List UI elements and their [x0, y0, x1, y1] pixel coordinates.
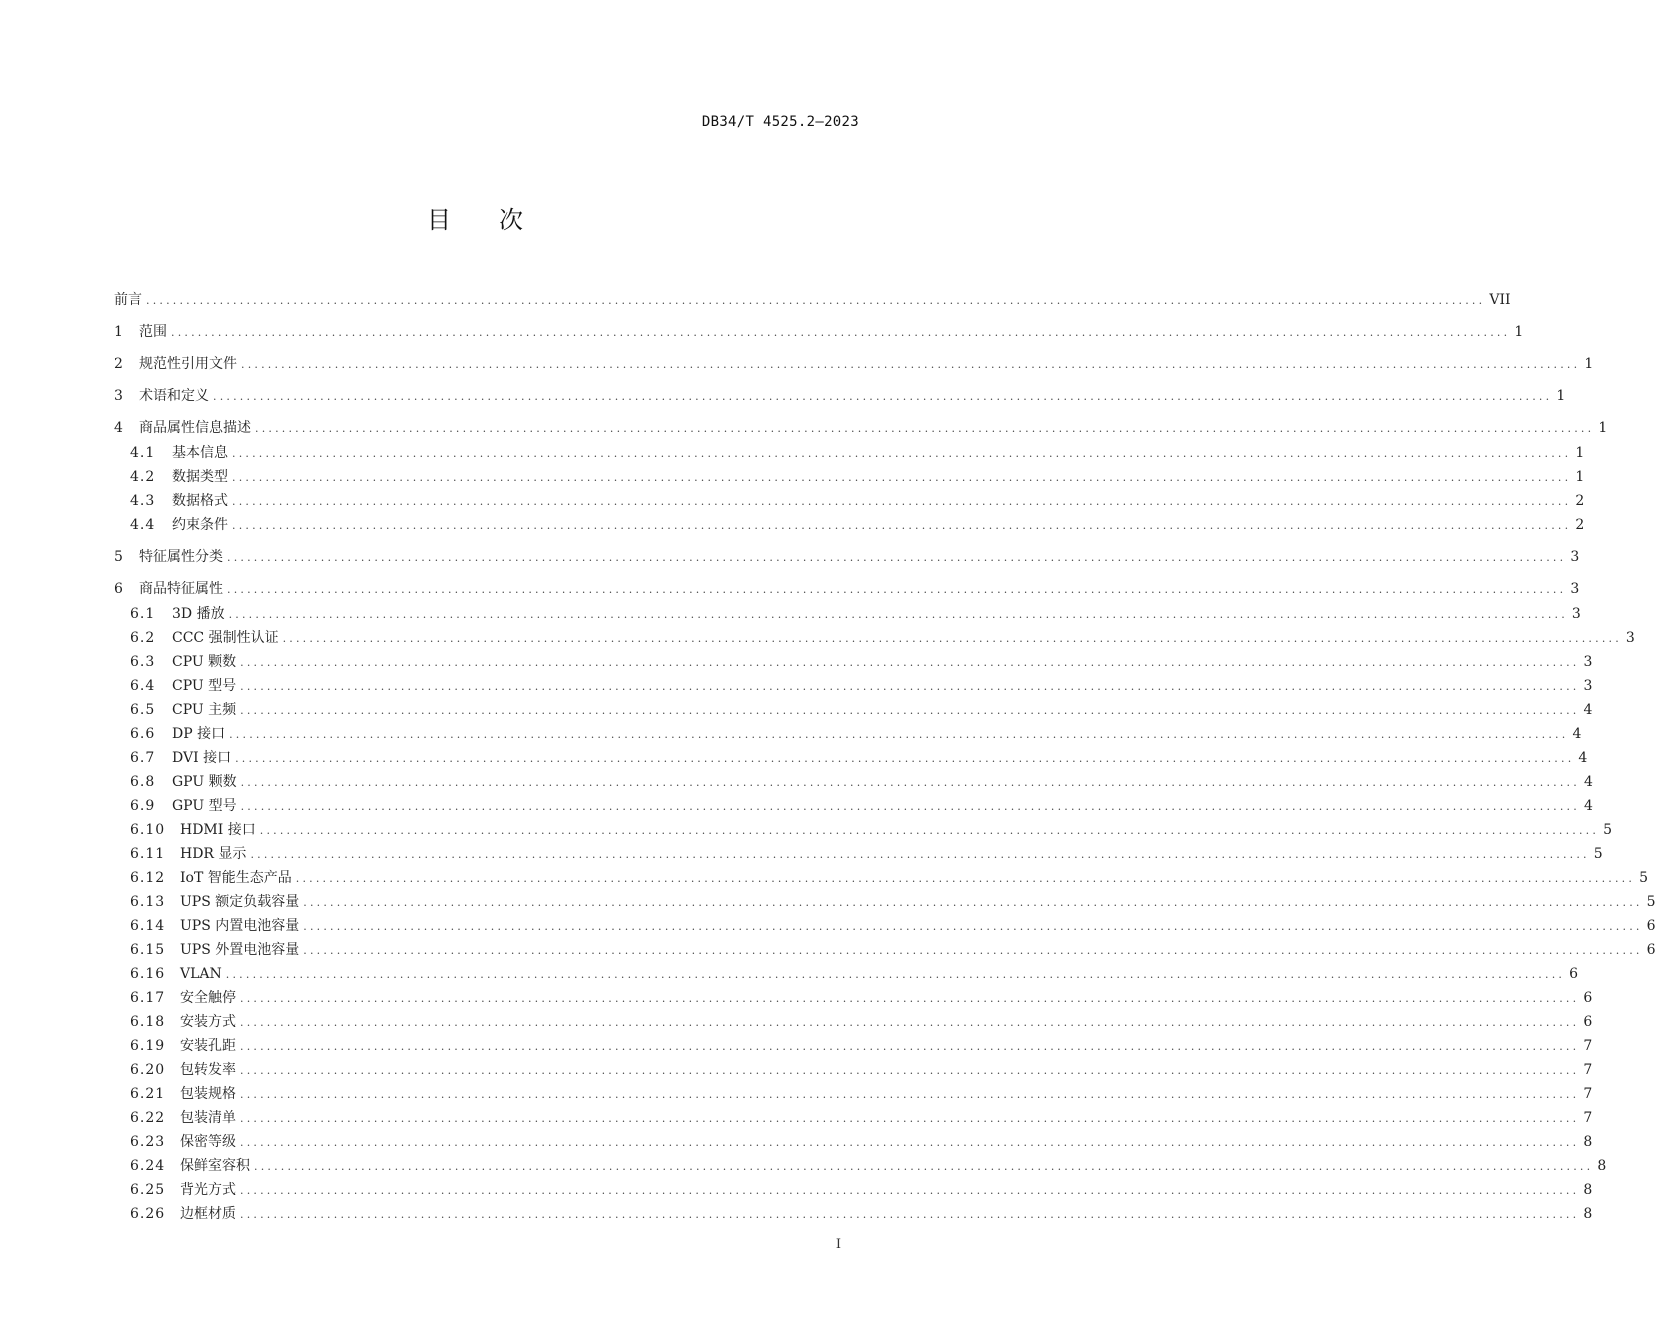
toc-entry-number: 6.26: [130, 1206, 166, 1222]
toc-leader-dots: ........................................................................................................................................................................................................: [232, 447, 1572, 460]
toc-entry[interactable]: [130, 1084, 1593, 1104]
toc-entry-number: 6.3: [130, 654, 156, 670]
toc-entry-number: 4.2: [130, 469, 156, 485]
toc-leader-dots: ........................................................................................................................................................................................................: [232, 495, 1572, 508]
toc-entry-title: CPU 主频: [172, 702, 237, 718]
toc-entry-title: 安全触停: [180, 990, 236, 1006]
toc-entry-page: 5: [1603, 822, 1612, 838]
toc-entry-title: 商品特征属性: [139, 581, 223, 597]
toc-entry-number: 6.16: [130, 966, 166, 982]
toc-entry-number: 6.24: [130, 1158, 166, 1174]
toc-entry-number: 6: [114, 581, 124, 597]
toc-leader-dots: ........................................................................................................................................................................................................: [303, 920, 1643, 933]
toc-entry-title: CPU 型号: [172, 678, 237, 694]
toc-entry-page: 5: [1593, 846, 1603, 862]
toc-entry-number: 6.25: [130, 1182, 166, 1198]
toc-entry-page: 2: [1575, 517, 1585, 533]
toc-entry[interactable]: [130, 724, 1582, 744]
toc-entry[interactable]: [114, 418, 1608, 438]
toc-leader-dots: ........................................................................................................................................................................................................: [232, 471, 1572, 484]
toc-leader-dots: ........................................................................................................................................................................................................: [240, 680, 1580, 693]
toc-entry[interactable]: [130, 1180, 1593, 1200]
toc-entry-title: 数据格式: [172, 493, 228, 509]
toc-entry-page: VII: [1489, 292, 1511, 308]
toc-entry[interactable]: [130, 515, 1585, 535]
toc-entry-number: 6.14: [130, 918, 166, 934]
toc-leader-dots: ........................................................................................................................................................................................................: [255, 422, 1595, 435]
toc-entry-title: GPU 颗数: [172, 774, 237, 790]
toc-entry[interactable]: [130, 1204, 1593, 1224]
toc-entry-page: 3: [1570, 581, 1580, 597]
toc-entry-page: 3: [1583, 654, 1593, 670]
toc-entry-number: 5: [114, 549, 124, 565]
toc-entry-page: 8: [1597, 1158, 1607, 1174]
toc-entry[interactable]: [130, 964, 1579, 984]
toc-entry-title: 安装孔距: [180, 1038, 236, 1054]
toc-entry-page: 6: [1646, 918, 1656, 934]
toc-entry-number: 1: [114, 324, 124, 340]
toc-entry-number: 6.11: [130, 846, 166, 862]
toc-entry[interactable]: [114, 579, 1580, 599]
toc-entry-page: 1: [1584, 356, 1594, 372]
toc-leader-dots: ........................................................................................................................................................................................................: [240, 776, 1580, 789]
toc-entry-page: 5: [1646, 894, 1656, 910]
toc-entry-title: DVI 接口: [172, 750, 232, 766]
toc-entry-page: 8: [1583, 1206, 1593, 1222]
toc-entry[interactable]: [130, 1108, 1593, 1128]
toc-entry-number: 4.4: [130, 517, 156, 533]
toc-entry[interactable]: [130, 628, 1635, 648]
toc-entry-page: 8: [1583, 1182, 1593, 1198]
toc-leader-dots: ........................................................................................................................................................................................................: [240, 1208, 1580, 1221]
toc-leader-dots: ........................................................................................................................................................................................................: [235, 752, 1575, 765]
toc-entry[interactable]: [130, 1156, 1607, 1176]
toc-entry-page: 3: [1625, 630, 1635, 646]
toc-entry-title: 保鲜室容积: [180, 1158, 250, 1174]
toc-entry-page: 7: [1583, 1086, 1593, 1102]
toc-entry-title: 特征属性分类: [139, 549, 223, 565]
toc-entry-title: 背光方式: [180, 1182, 236, 1198]
toc-leader-dots: ........................................................................................................................................................................................................: [303, 944, 1643, 957]
toc-entry-number: 6.23: [130, 1134, 166, 1150]
toc-entry[interactable]: [114, 386, 1566, 406]
toc-entry[interactable]: [130, 892, 1656, 912]
toc-entry-page: 4: [1583, 702, 1593, 718]
toc-entry-title: 包装规格: [180, 1086, 236, 1102]
toc-entry-title: HDR 显示: [180, 846, 247, 862]
toc-entry-title: 保密等级: [180, 1134, 236, 1150]
toc-leader-dots: ........................................................................................................................................................................................................: [250, 848, 1590, 861]
toc-entry-number: 6.6: [130, 726, 156, 742]
toc-entry-title: 范围: [139, 324, 167, 340]
toc-leader-dots: ........................................................................................................................................................................................................: [225, 968, 1566, 981]
toc-entry[interactable]: [130, 491, 1585, 511]
toc-entry-page: 1: [1514, 324, 1524, 340]
toc-entry[interactable]: [130, 844, 1603, 864]
toc-leader-dots: ........................................................................................................................................................................................................: [240, 1040, 1580, 1053]
toc-entry-page: 3: [1583, 678, 1593, 694]
toc-leader-dots: ........................................................................................................................................................................................................: [240, 1016, 1580, 1029]
toc-entry[interactable]: [130, 868, 1648, 888]
page-number: I: [835, 1237, 841, 1252]
toc-entry-title: 安装方式: [180, 1014, 236, 1030]
toc-entry-number: 2: [114, 356, 124, 372]
toc-entry-page: 3: [1571, 606, 1581, 622]
toc-entry-title: 3D 播放: [172, 606, 225, 622]
toc-leader-dots: ........................................................................................................................................................................................................: [241, 358, 1581, 371]
toc-entry-title: UPS 内置电池容量: [180, 918, 300, 934]
toc-entry-page: 7: [1583, 1062, 1593, 1078]
toc-leader-dots: ........................................................................................................................................................................................................: [240, 656, 1580, 669]
toc-entry-title: 约束条件: [172, 517, 228, 533]
toc-entry-page: 6: [1583, 1014, 1593, 1030]
toc-entry-page: 3: [1570, 549, 1580, 565]
toc-entry-title: UPS 额定负载容量: [180, 894, 300, 910]
toc-entry-title: IoT 智能生态产品: [180, 870, 292, 886]
toc-entry-page: 4: [1572, 726, 1582, 742]
toc-entry-title: 术语和定义: [139, 388, 209, 404]
toc-entry[interactable]: [130, 1132, 1593, 1152]
toc-entry-number: 6.5: [130, 702, 156, 718]
toc-leader-dots: ........................................................................................................................................................................................................: [240, 704, 1580, 717]
toc-entry[interactable]: [130, 1060, 1593, 1080]
toc-leader-dots: ........................................................................................................................................................................................................: [282, 632, 1622, 645]
toc-entry[interactable]: [130, 1012, 1593, 1032]
toc-leader-dots: ........................................................................................................................................................................................................: [232, 519, 1572, 532]
toc-entry[interactable]: [114, 547, 1580, 567]
document-code: DB34/T 4525.2—2023: [701, 114, 859, 130]
toc-leader-dots: ........................................................................................................................................................................................................: [240, 800, 1580, 813]
toc-entry[interactable]: [130, 916, 1656, 936]
toc-leader-dots: ........................................................................................................................................................................................................: [228, 608, 1568, 621]
toc-entry-title: 包装清单: [180, 1110, 236, 1126]
toc-entry-page: 7: [1583, 1038, 1593, 1054]
toc-entry-number: 6.22: [130, 1110, 166, 1126]
toc-entry[interactable]: [114, 354, 1594, 374]
toc-entry-number: 6.8: [130, 774, 156, 790]
toc-entry-page: 6: [1569, 966, 1579, 982]
toc-entry-number: 6.9: [130, 798, 156, 814]
toc-entry-page: 2: [1575, 493, 1585, 509]
toc-leader-dots: ........................................................................................................................................................................................................: [213, 390, 1553, 403]
toc-entry-page: 1: [1575, 445, 1585, 461]
toc-entry[interactable]: [130, 988, 1593, 1008]
toc-leader-dots: ........................................................................................................................................................................................................: [240, 1184, 1580, 1197]
toc-leader-dots: ........................................................................................................................................................................................................: [146, 294, 1486, 307]
toc-entry-number: 3: [114, 388, 124, 404]
toc-leader-dots: ........................................................................................................................................................................................................: [240, 1112, 1580, 1125]
toc-leader-dots: ........................................................................................................................................................................................................: [240, 1088, 1580, 1101]
toc-entry-number: 4: [114, 420, 124, 436]
toc-entry-number: 4.3: [130, 493, 156, 509]
page-title: 目 次: [427, 206, 523, 234]
toc-entry-number: 6.13: [130, 894, 166, 910]
toc-entry-title: DP 接口: [172, 726, 226, 742]
toc-entry[interactable]: [130, 443, 1585, 463]
toc-leader-dots: ........................................................................................................................................................................................................: [229, 728, 1569, 741]
toc-entry-title: 基本信息: [172, 445, 228, 461]
toc-entry-page: 1: [1556, 388, 1566, 404]
toc-entry[interactable]: [130, 772, 1593, 792]
toc-entry-number: 6.7: [130, 750, 156, 766]
toc-entry[interactable]: [130, 820, 1612, 840]
toc-entry-title: 数据类型: [172, 469, 228, 485]
toc-entry[interactable]: [130, 748, 1588, 768]
toc-entry-title: 包转发率: [180, 1062, 236, 1078]
toc-entry-title: VLAN: [180, 966, 222, 982]
toc-entry[interactable]: [130, 652, 1593, 672]
toc-entry-number: 6.2: [130, 630, 156, 646]
toc-leader-dots: ........................................................................................................................................................................................................: [259, 824, 1600, 837]
toc-leader-dots: ........................................................................................................................................................................................................: [240, 1136, 1580, 1149]
toc-entry-page: 5: [1639, 870, 1648, 886]
toc-entry[interactable]: [130, 676, 1593, 696]
toc-leader-dots: ........................................................................................................................................................................................................: [171, 326, 1511, 339]
toc-entry-number: 6.20: [130, 1062, 166, 1078]
toc-entry-page: 8: [1583, 1134, 1593, 1150]
toc-entry-page: 7: [1583, 1110, 1593, 1126]
toc-entry-page: 1: [1575, 469, 1585, 485]
toc-entry-page: 6: [1583, 990, 1593, 1006]
toc-entry[interactable]: [130, 700, 1593, 720]
toc-leader-dots: ........................................................................................................................................................................................................: [240, 992, 1580, 1005]
toc-leader-dots: ........................................................................................................................................................................................................: [227, 583, 1567, 596]
toc-entry-title: 前言: [114, 292, 142, 308]
toc-leader-dots: ........................................................................................................................................................................................................: [303, 896, 1643, 909]
toc-entry-number: 6.15: [130, 942, 166, 958]
toc-entry-title: 商品属性信息描述: [139, 420, 251, 436]
toc-entry-page: 4: [1583, 798, 1593, 814]
toc-entry-title: UPS 外置电池容量: [180, 942, 300, 958]
toc-entry-number: 6.18: [130, 1014, 166, 1030]
toc-entry-number: 6.1: [130, 606, 156, 622]
toc-entry[interactable]: [130, 467, 1585, 487]
toc-entry[interactable]: [130, 604, 1581, 624]
toc-entry[interactable]: [114, 322, 1524, 342]
toc-entry-title: CCC 强制性认证: [172, 630, 279, 646]
toc-entry-number: 6.12: [130, 870, 166, 886]
toc-entry-page: 4: [1583, 774, 1593, 790]
toc-leader-dots: ........................................................................................................................................................................................................: [227, 551, 1567, 564]
toc-entry[interactable]: [114, 290, 1511, 310]
toc-entry-title: CPU 颗数: [172, 654, 237, 670]
toc-entry-title: 边框材质: [180, 1206, 236, 1222]
toc-leader-dots: ........................................................................................................................................................................................................: [295, 872, 1636, 885]
toc-entry[interactable]: [130, 1036, 1593, 1056]
toc-entry-page: 1: [1598, 420, 1608, 436]
toc-entry-number: 6.21: [130, 1086, 166, 1102]
toc-entry-number: 6.10: [130, 822, 166, 838]
toc-entry-title: GPU 型号: [172, 798, 237, 814]
toc-entry[interactable]: [130, 796, 1593, 816]
toc-leader-dots: ........................................................................................................................................................................................................: [240, 1064, 1580, 1077]
toc-entry-number: 4.1: [130, 445, 156, 461]
toc-entry-page: 4: [1578, 750, 1588, 766]
toc-entry-number: 6.17: [130, 990, 166, 1006]
toc-leader-dots: ........................................................................................................................................................................................................: [254, 1160, 1594, 1173]
toc-entry-number: 6.19: [130, 1038, 166, 1054]
toc-entry-number: 6.4: [130, 678, 156, 694]
toc-entry[interactable]: [130, 940, 1656, 960]
toc-entry-title: HDMI 接口: [180, 822, 256, 838]
toc-entry-page: 6: [1646, 942, 1656, 958]
toc-entry-title: 规范性引用文件: [139, 356, 237, 372]
